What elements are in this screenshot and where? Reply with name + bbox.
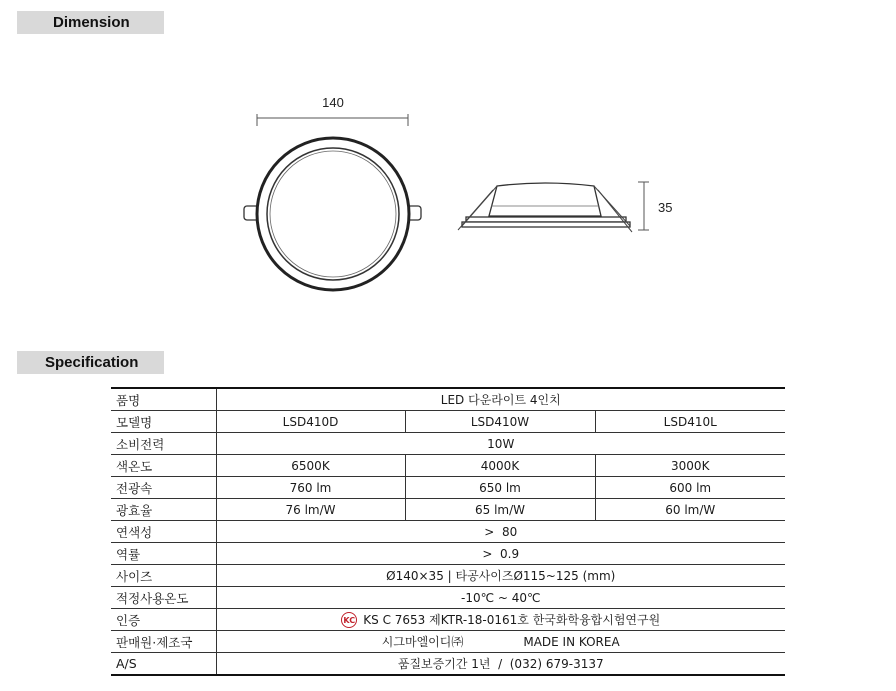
luminous-flux-value: 760 lm [216, 477, 405, 499]
certification-value: KS C 7653 제KTR-18-0161호 한국화학융합시험연구원 [363, 612, 661, 627]
side-view [458, 182, 672, 232]
table-row [111, 499, 785, 521]
table-row [111, 543, 785, 565]
specification-section-title: Specification [45, 354, 139, 371]
row-label: 연색성 [111, 521, 216, 543]
diameter-label: 140 [322, 95, 344, 110]
dimension-section-title: Dimension [53, 14, 130, 31]
origin-value: MADE IN KOREA [523, 635, 620, 649]
model-value: LSD410L [595, 411, 785, 433]
row-label: 소비전력 [111, 433, 216, 455]
row-label: 전광속 [111, 477, 216, 499]
efficacy-value: 76 lm/W [216, 499, 405, 521]
kc-mark-icon: KC [341, 612, 357, 628]
table-row [111, 388, 785, 411]
model-value: LSD410W [405, 411, 595, 433]
table-row [111, 477, 785, 499]
luminous-flux-value: 650 lm [405, 477, 595, 499]
certification-cell [216, 609, 785, 631]
power-value: 10W [216, 433, 785, 455]
efficacy-value: 65 lm/W [405, 499, 595, 521]
cri-value: > 80 [216, 521, 785, 543]
row-label: 색온도 [111, 455, 216, 477]
height-label: 35 [658, 200, 673, 215]
product-name-value: LED 다운라이트 4인치 [216, 388, 785, 411]
color-temp-value: 3000K [595, 455, 785, 477]
row-label: 품명 [111, 388, 216, 411]
table-row [111, 455, 785, 477]
row-label: 인증 [111, 609, 216, 631]
row-label: 적정사용온도 [111, 587, 216, 609]
luminous-flux-value: 600 lm [595, 477, 785, 499]
dimension-drawing [0, 0, 896, 340]
color-temp-value: 4000K [405, 455, 595, 477]
row-label: 사이즈 [111, 565, 216, 587]
specification-section-header [17, 351, 164, 374]
spec-table [111, 387, 785, 676]
table-row [111, 565, 785, 587]
table-row [111, 587, 785, 609]
table-row [111, 653, 785, 676]
row-label: 광효율 [111, 499, 216, 521]
table-row [111, 433, 785, 455]
row-label: 역률 [111, 543, 216, 565]
top-view [244, 95, 421, 290]
seller-value: 시그마엘이디㈜ [381, 635, 464, 649]
model-value: LSD410D [216, 411, 405, 433]
size-value: Ø140×35 | 타공사이즈Ø115~125 (mm) [216, 565, 785, 587]
seller-cell [216, 631, 785, 653]
table-row [111, 521, 785, 543]
row-label: A/S [111, 653, 216, 676]
table-row [111, 609, 785, 631]
row-label: 판매원·제조국 [111, 631, 216, 653]
power-factor-value: > 0.9 [216, 543, 785, 565]
operating-temp-value: -10℃ ~ 40℃ [216, 587, 785, 609]
row-label: 모델명 [111, 411, 216, 433]
table-row [111, 411, 785, 433]
efficacy-value: 60 lm/W [595, 499, 785, 521]
color-temp-value: 6500K [216, 455, 405, 477]
table-row [111, 631, 785, 653]
as-value: 품질보증기간 1년 / (032) 679-3137 [216, 653, 785, 676]
